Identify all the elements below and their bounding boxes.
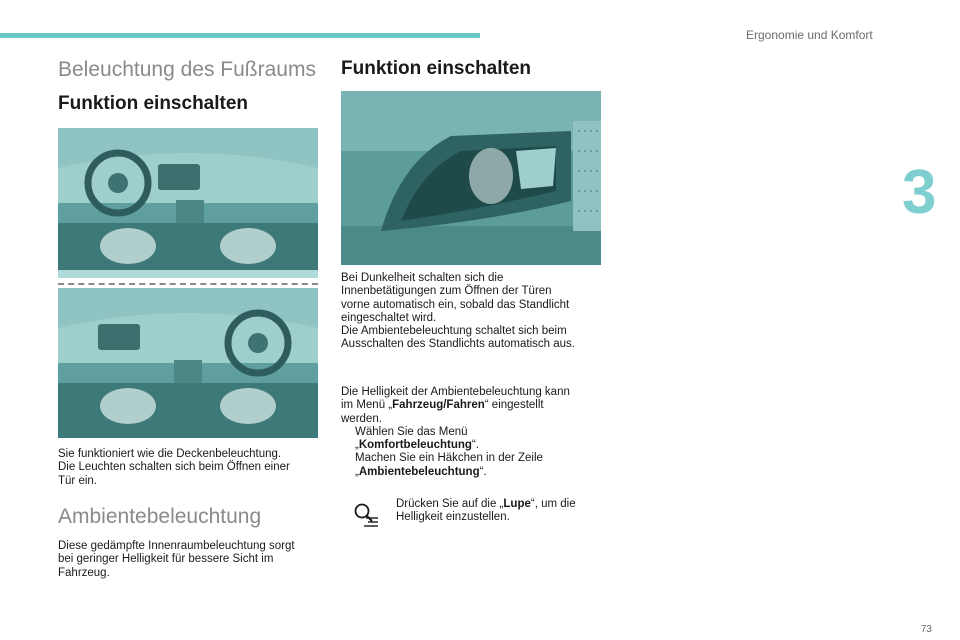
caption-line: Sie funktioniert wie die Deckenbeleuchtung. xyxy=(58,448,282,460)
chapter-header: Ergonomie und Komfort xyxy=(746,28,873,42)
p2-line xyxy=(341,399,631,412)
text-fragment: “. xyxy=(471,439,479,452)
magnifier-label: Lupe xyxy=(503,498,531,510)
p1-line: vorne automatisch ein, sobald das Standlicht xyxy=(341,298,570,311)
bullet-text xyxy=(355,439,479,452)
bullet-arrow-icon xyxy=(341,426,355,453)
bullet-arrow-icon xyxy=(341,452,355,479)
section-title-ambient: Ambientebeleuchtung xyxy=(58,505,262,528)
menu-name: Komfortbeleuchtung xyxy=(358,439,472,452)
page-number: 73 xyxy=(920,624,932,635)
accent-bar xyxy=(0,33,480,38)
text-fragment: “. xyxy=(479,465,487,478)
p2-line: Die Helligkeit der Ambientebeleuchtung kann xyxy=(341,386,570,398)
p1-line: eingeschaltet wird. xyxy=(341,311,437,324)
subtitle-left: Funktion einschalten xyxy=(58,93,249,114)
p1-line: Ausschalten des Standlichts automatisch aus. xyxy=(341,338,575,351)
illustration-separator xyxy=(58,283,318,285)
text-fragment: Drücken Sie auf die „ xyxy=(396,498,504,510)
bullet-text xyxy=(355,466,543,479)
tip-line xyxy=(396,498,616,511)
p1-line: Die Ambientebeleuchtung schaltet sich beim xyxy=(341,325,567,338)
ambient-line: bei geringer Helligkeit für bessere Sicht im xyxy=(58,553,274,566)
text-fragment: „ xyxy=(355,439,359,452)
bullet-text: Machen Sie ein Häkchen in der Zeile xyxy=(355,452,543,465)
p1-line: Innenbetätigungen zum Öffnen der Türen xyxy=(341,285,552,298)
p1-line: Bei Dunkelheit schalten sich die xyxy=(341,272,504,284)
text-fragment: “ eingestellt xyxy=(484,399,544,412)
brightness-instructions xyxy=(341,386,631,479)
magnifier-tip xyxy=(396,498,616,525)
footwell-lighting-illustration-lhd xyxy=(58,128,318,278)
p2-line: werden. xyxy=(341,412,382,425)
ambient-line: Diese gedämpfte Innenraumbeleuchtung sorgt xyxy=(58,540,295,552)
caption-line: Die Leuchten schalten sich beim Öffnen einer xyxy=(58,461,290,474)
footwell-lighting-illustration-rhd xyxy=(58,288,318,438)
section-title-footwell: Beleuchtung des Fußraums xyxy=(58,58,316,81)
caption-line: Tür ein. xyxy=(58,474,97,487)
magnifier-settings-icon xyxy=(353,502,379,528)
tip-line: Helligkeit einzustellen. xyxy=(396,511,510,524)
ambient-description xyxy=(58,540,333,580)
footwell-caption xyxy=(58,448,328,488)
menu-name: Ambientebeleuchtung xyxy=(358,465,480,478)
text-fragment: „ xyxy=(355,465,359,478)
menu-path: Fahrzeug/Fahren xyxy=(392,399,485,412)
text-fragment: “, um die xyxy=(530,498,576,510)
door-handle-illustration xyxy=(341,91,601,265)
subtitle-right: Funktion einschalten xyxy=(341,58,532,79)
ambient-line: Fahrzeug. xyxy=(58,566,110,579)
door-lighting-description xyxy=(341,272,631,352)
bullet-item xyxy=(341,452,631,479)
bullet-item xyxy=(341,426,631,453)
text-fragment: im Menü „ xyxy=(341,399,393,412)
chapter-number: 3 xyxy=(902,158,937,227)
bullet-text: Wählen Sie das Menü xyxy=(355,425,468,438)
